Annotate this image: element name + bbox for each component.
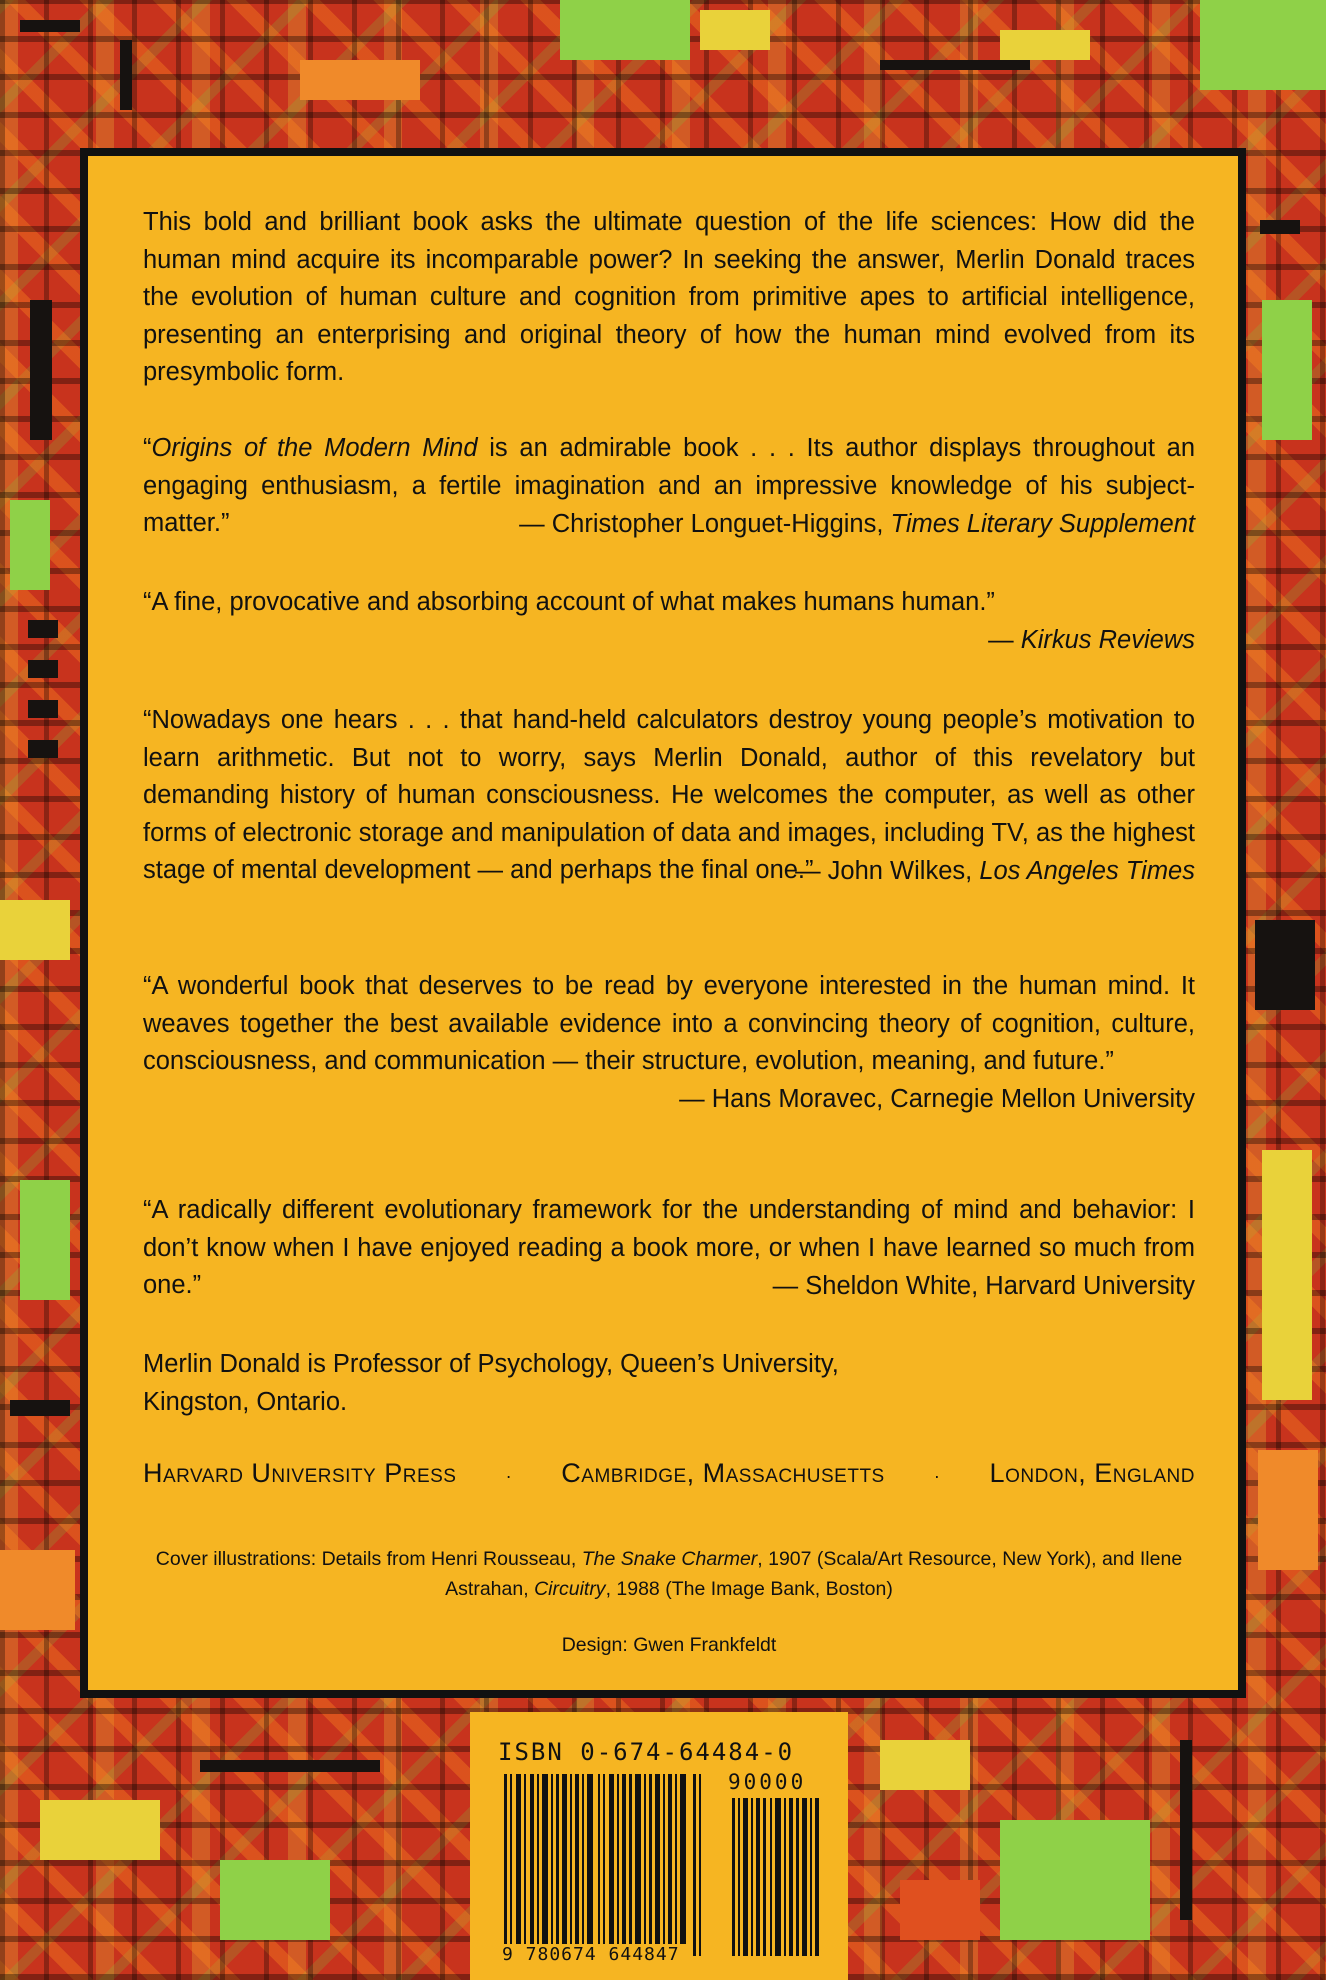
review-white [143,1192,1195,1305]
review-kirkus-attribution: — Kirkus Reviews [988,625,1195,654]
blurb-panel [80,148,1246,1698]
review-la-times-attribution: — John Wilkes, Los Angeles Times [795,856,1195,885]
book-title: Origins of the Modern Mind [151,434,478,462]
review-white-attribution: — Sheldon White, Harvard University [772,1271,1195,1300]
publisher-line [143,1458,1195,1489]
price-barcode-icon [732,1798,822,1956]
review-tls [143,430,1195,543]
review-moravec-quote: “A wonderful book that deserves to be read by everyone interested in the human mind. It weaves together the best available evidence into a convincing theory of cognition, culture, consciousness, and communication — their structure, evolution, meaning, and future.” [143,972,1195,1075]
publisher-city: Cambridge, Massachusetts [561,1458,885,1488]
review-kirkus [143,584,1195,659]
ean-number: 9 780674 644847 [502,1944,680,1965]
publisher-separator: · [505,1466,513,1486]
review-kirkus-quote: “A fine, provocative and absorbing account of what makes humans human.” [143,588,995,616]
book-description: This bold and brilliant book asks the ultimate question of the life sciences: How did the human mind acquire its incomparable power? In seeking the answer, Merlin Donald traces the evolution of human culture and cognition from primitive apes to artificial intelligence, presenting an enterprising and original theory of how the human mind evolved from its presymbolic form. [143,208,1195,386]
design-credit: Design: Gwen Frankfeldt [561,1634,777,1656]
review-la-times-quote: “Nowadays one hears . . . that hand-held calculators destroy young people’s motivation to learn arithmetic. But not to worry, says Merlin Donald, author of this revelatory but demanding history of human consciousness. He welcomes the computer, as well as other forms of electronic storage and manipulation of data and images, including TV, as the highest stage of mental development — and perhaps the final one.” [143,706,1195,884]
review-la-times [143,702,1195,890]
publisher-city-2: London, England [989,1458,1195,1488]
price-code: 90000 [728,1770,807,1794]
publisher-name: Harvard University Press [143,1458,457,1488]
cover-credits: Cover illustrations: Details from Henri Rousseau, The Snake Charmer, 1907 (Scala/Art Resource, New York), and Ilene Astrahan, Circuitry, 1988 (The Image Bank, Boston) [155,1548,1183,1600]
review-moravec [143,968,1195,1118]
barcode-label [470,1712,848,1980]
review-moravec-attribution: — Hans Moravec, Carnegie Mellon University [679,1084,1195,1113]
review-tls-quote: “Origins of the Modern Mind is an admirable book . . . Its author displays throughout an engaging enthusiasm, a fertile imagination and an impressive knowledge of his subject-matter.” [143,434,1196,537]
review-tls-attribution: — Christopher Longuet-Higgins, Times Literary Supplement [519,509,1195,538]
isbn-number: ISBN 0-674-64484-0 [498,1738,795,1766]
publisher-separator: · [933,1466,941,1486]
review-white-quote: “A radically different evolutionary framework for the understanding of mind and behavior: I don’t know when I have enjoyed reading a book more, or when I have learned so much from one.” [143,1196,1195,1299]
barcode-bars-icon [504,1774,704,1956]
author-bio: Merlin Donald is Professor of Psychology, Queen’s University, Kingston, Ontario. [143,1350,839,1416]
